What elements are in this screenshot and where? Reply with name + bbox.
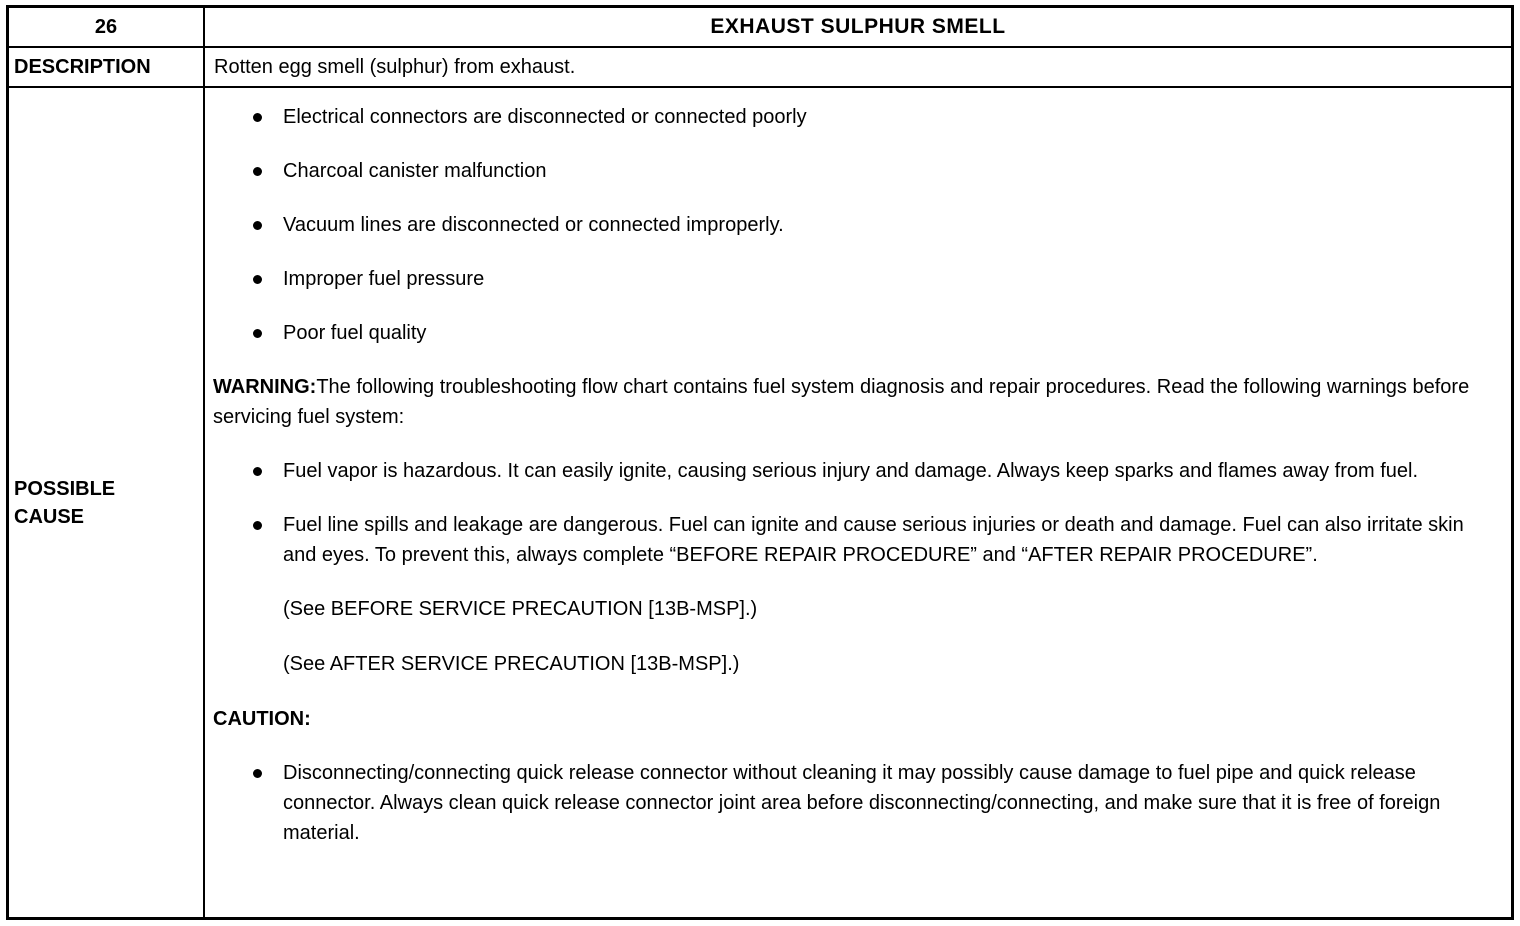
warning-item-text: Fuel line spills and leakage are dangerous. Fuel can ignite and cause serious injuries or death and damage. Fuel can also irritate skin and eyes. To prevent this, always complete “BEFORE REPAIR PROCEDURE” and “AFTER REPAIR PROCEDURE”. [283,514,1464,566]
cause-item [253,102,1493,132]
cause-item [253,264,1493,294]
bullet-icon [253,275,262,284]
cause-item-text: Improper fuel pressure [283,268,485,290]
cause-item-text: Charcoal canister malfunction [283,160,547,182]
cause-item-text: Poor fuel quality [283,322,427,344]
warning-label: WARNING: [213,376,317,398]
possible-cause-label: POSSIBLE CAUSE [14,477,116,528]
warning-text: The following troubleshooting flow chart contains fuel system diagnosis and repair procedures. Read the following warnings before servicing fuel system: [213,376,1470,428]
description-value: Rotten egg smell (sulphur) from exhaust. [205,48,1511,88]
bullet-icon [253,167,262,176]
cause-item-text: Vacuum lines are disconnected or connected improperly. [283,214,784,236]
see-reference: (See AFTER SERVICE PRECAUTION [13B-MSP].) [283,653,740,675]
warning-item [253,456,1493,486]
bullet-icon [253,467,262,476]
cause-item [253,210,1493,240]
caution-label: CAUTION: [213,708,311,730]
bullet-icon [253,329,262,338]
cause-item [253,156,1493,186]
caution-item-text: Disconnecting/connecting quick release connector without cleaning it may possibly cause damage to fuel pipe and quick release connector. Always clean quick release connector joint area before disconnecting/connecting, and make sure that it is free of foreign material. [283,762,1441,844]
item-number: 26 [9,8,205,48]
bullet-icon [253,769,262,778]
bullet-icon [253,521,262,530]
warning-item [253,510,1493,570]
caution-item [253,758,1493,848]
see-reference: (See BEFORE SERVICE PRECAUTION [13B-MSP].) [283,598,758,620]
possible-cause-label-cell [9,88,205,917]
troubleshooting-table [6,5,1514,920]
bullet-icon [253,113,262,122]
cause-item-text: Electrical connectors are disconnected or connected poorly [283,106,807,128]
cause-item [253,318,1493,348]
warning-paragraph [213,372,1493,432]
bullet-icon [253,221,262,230]
description-label: DESCRIPTION [9,48,205,88]
possible-cause-content [205,88,1511,917]
table-title: EXHAUST SULPHUR SMELL [205,8,1511,48]
warning-item-text: Fuel vapor is hazardous. It can easily ignite, causing serious injury and damage. Always keep sparks and flames away from fuel. [283,460,1419,482]
